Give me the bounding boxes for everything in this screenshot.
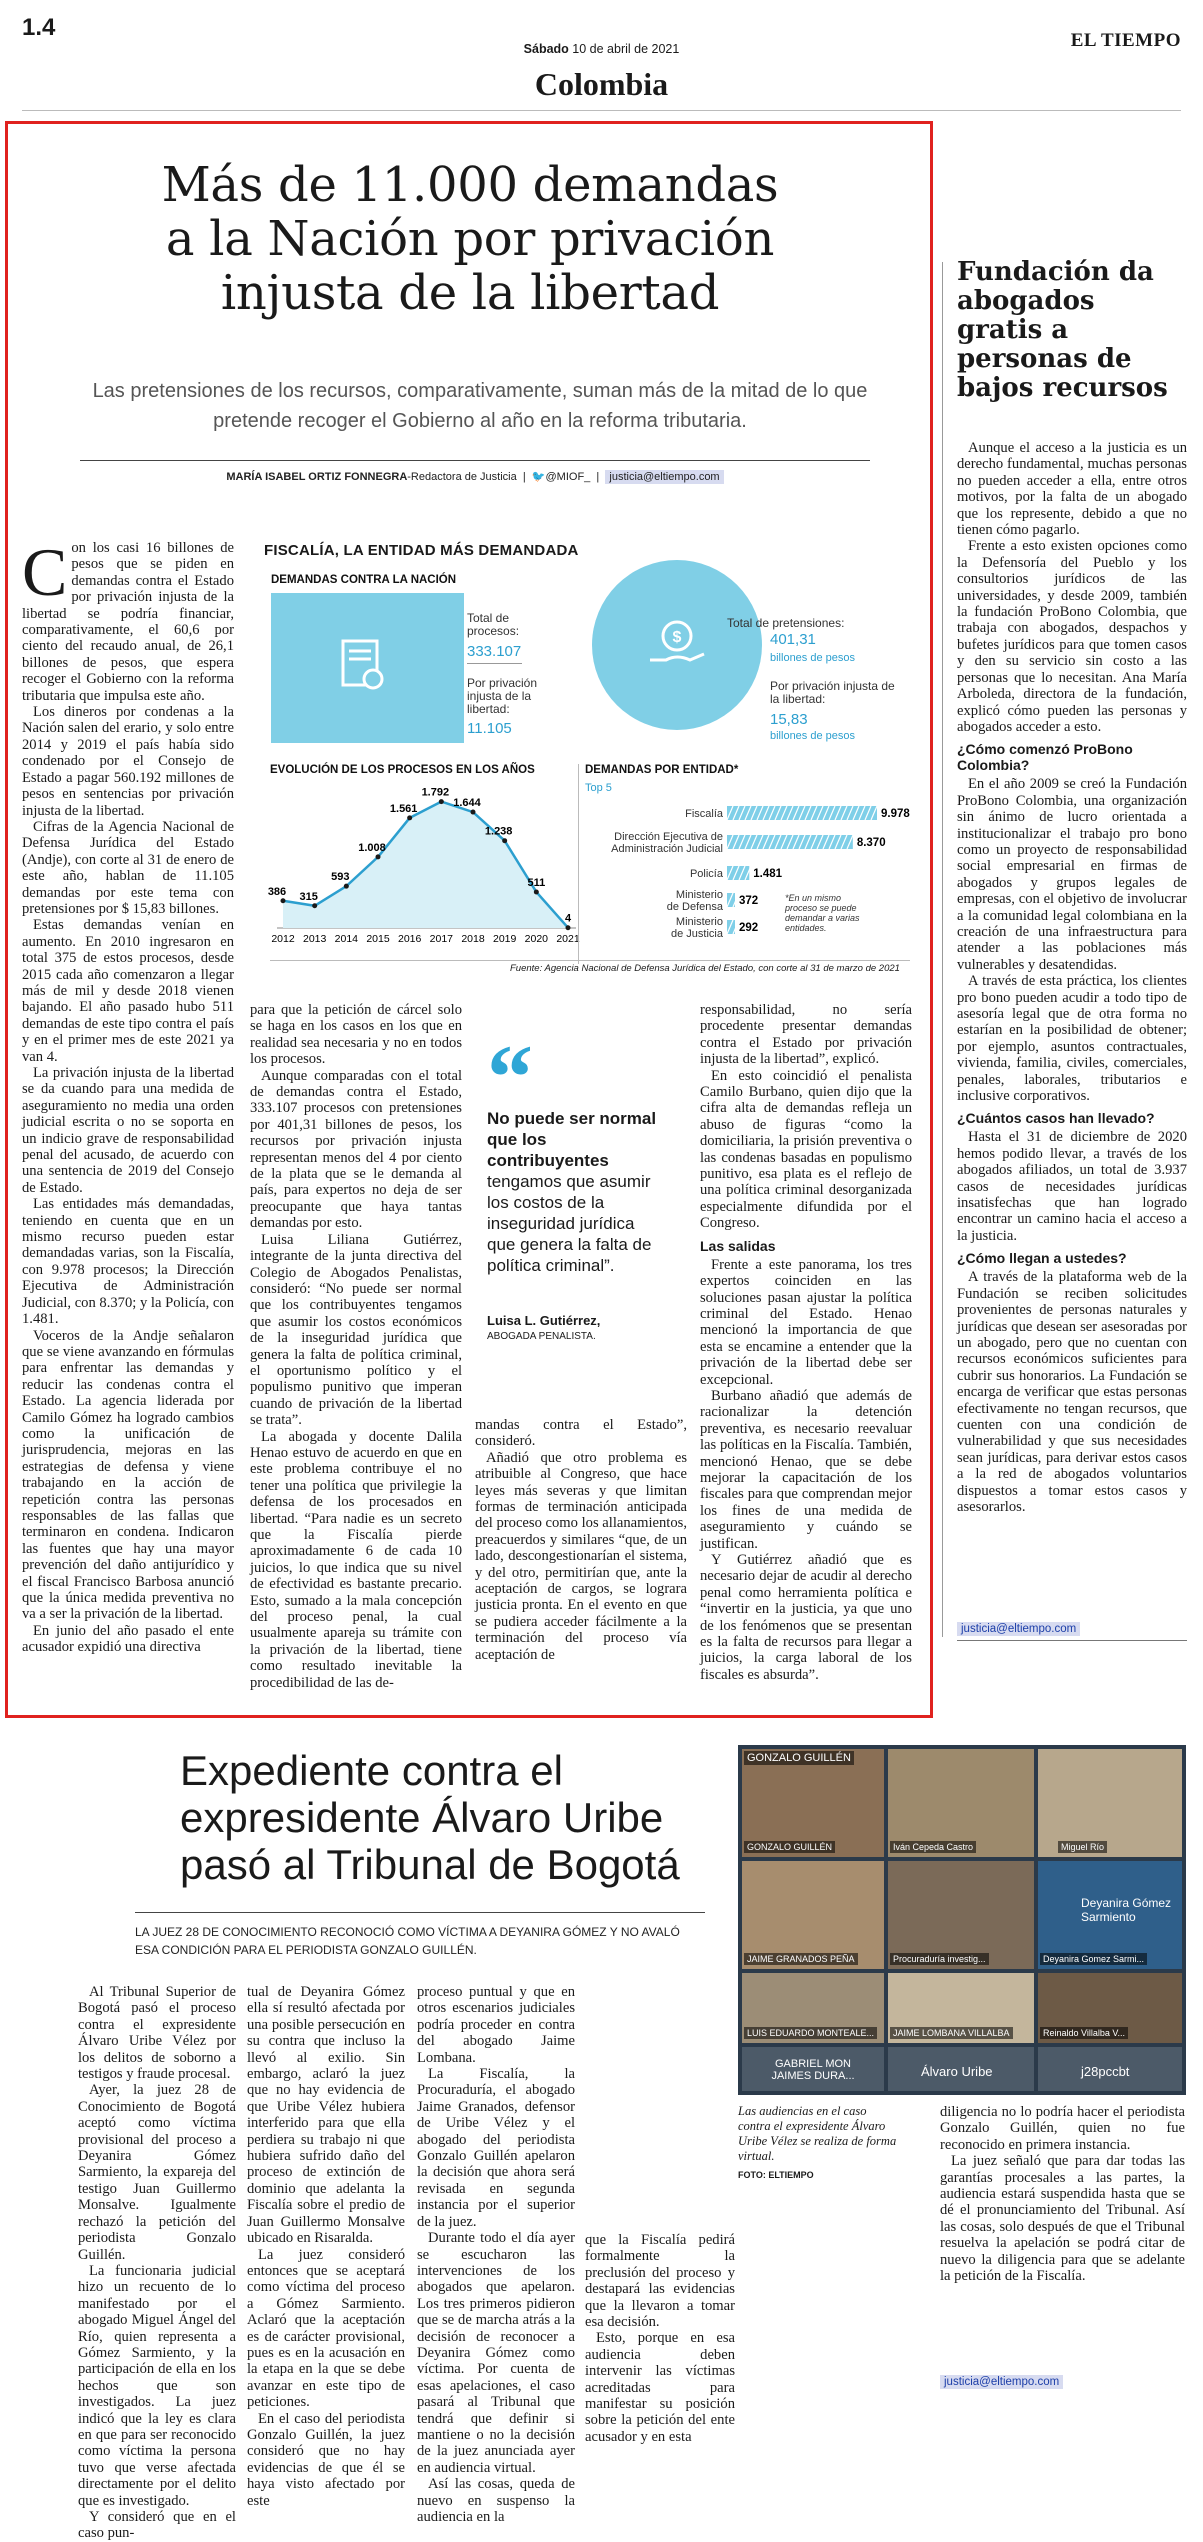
demands-panel xyxy=(271,593,464,743)
data-point xyxy=(376,854,381,859)
sidebar-question-1: ¿Cómo comenzó ProBono Colombia? xyxy=(957,741,1133,774)
main-article-headline: Más de 11.000 demandas a la Nación por privación injusta de la libertad xyxy=(161,157,779,321)
issue-date: Sábado 10 de abril de 2021 xyxy=(523,42,680,56)
priv-pret-unit: billones de pesos xyxy=(770,730,856,742)
data-point xyxy=(281,898,286,903)
bar-value-label: 372 xyxy=(739,895,759,907)
article2-column-3: proceso puntual y que en otros escenarios judiciales podría proceder en contra del abogado Jaime Lombana. La Fiscalía, la Procuraduría, el abogado Jaime Granados, defensor de Uribe Vélez y el abogado del periodista Gonzalo Guillén apelaron la decisión que ahora será revisada en segunda instancia por el superior de la juez. Durante todo el día ayer se escucharon las intervenciones de los abogados que apelaron. Los tres primeros pidieron que se de marcha atrás a la decisión de reconocer a Deyanira Gómez como víctima. Por cuenta de esas apelaciones, el caso pasará al Tribunal que tendrá que definir si mantiene o no la decisión de la juez anunciada ayer en audiencia virtual. Así las cosas, queda de nuevo en suspenso la audiencia en la xyxy=(417,1984,575,2525)
data-point xyxy=(502,838,507,843)
data-label: 1.008 xyxy=(358,841,386,854)
data-point xyxy=(534,889,539,894)
total-procesos-value: 333.107 xyxy=(467,643,522,660)
category-label: Fiscalía xyxy=(685,808,723,820)
photo-caption: Las audiencias en el caso contra el expresidente Álvaro Uribe Vélez se realiza de forma virtual. xyxy=(738,2104,897,2163)
photo-credit: FOTO: ELTIEMPO xyxy=(738,2170,814,2180)
total-pret-unit: billones de pesos xyxy=(770,652,856,664)
sidebar-divider xyxy=(942,262,943,1637)
byline-email[interactable]: justicia@eltiempo.com xyxy=(605,470,723,484)
main-column-2: para que la petición de cárcel solo se haga en los casos en los que en realidad sea necesaria y no en todos los procesos. Aunque comparadas con el total de demandas contra el Estado, 333.107 procesos con pretensiones por 401,31 billones de pesos, los recursos por privación injusta representan menos del 4 por ciento de la plata que se le demanda al país, para expertos no deja de ser preocupante que haya tantas demandas por esto. Luisa Liliana Gutiérrez, integrante de la junta directiva del Colegio de Abogados Penalistas, consideró: “No puede ser normal que los contribuyentes tengamos que asumir los costos económicos de la inseguridad jurídica que genera la falta de política criminal, el oportunismo político y el populismo punitivo que imperan cuando de privación de la libertad se trata”. La abogada y docente Dalila Henao estuvo de acuerdo en que en este problema contribuye el no tener una política que privilegie la defensa de los procesados en libertad. “Para nadie es un secreto que la Fiscalía pierde aproximadamente 6 de cada 10 juicios, lo que indica que su nivel de efectividad es bastante precario. Esto, sumado a la mala concepción del proceso penal, la cual usualmente apareja su trámite con la privación de la libertad, tiene como resultado inevitable la procedibilidad de las de- xyxy=(250,1002,462,1691)
x-tick-label: 2015 xyxy=(366,933,390,945)
data-label: 1.561 xyxy=(389,802,418,815)
data-label: 1.644 xyxy=(453,797,481,810)
data-point xyxy=(439,799,444,804)
x-tick-label: 2018 xyxy=(461,933,485,945)
sidebar-email[interactable]: justicia@eltiempo.com xyxy=(957,1622,1080,1636)
twitter-icon: 🐦 xyxy=(531,471,546,483)
x-tick-label: 2014 xyxy=(334,933,359,945)
priv-pret-value: 15,83 xyxy=(770,711,808,728)
article2-column-2: tual de Deyanira Gómez ella sí resultó afectada por una posible persecución en su contra que incluso la llevó al exilio. Sin embargo, aclaró la juez que no hay evidencia de que Uribe Vélez hubiera interferido para que ella perdiera su trabajo ni que hubiera sufrido daño del proceso de extinción de dominio que adelanta la Fiscalía sobre el predio de Juan Guillermo Monsalve ubicado en Risaralda. La juez consideró entonces que se aceptará como víctima del proceso a Gómez Sarmiento. Aclaró que la aceptación es de carácter provisional, pues es en la acusación en la etapa en la que se debe avanzar en este tipo de peticiones. En el caso del periodista Gonzalo Guillén, la juez consideró que no hay evidencias de que él se haya visto afectado por este xyxy=(247,1984,405,2509)
sidebar-body: Aunque el acceso a la justicia es un derecho fundamental, muchas personas no pueden acceder a ella, entre otros motivos, por la falta de un abogado que los represente, debido a que no tienen cómo pagarlo. Frente a esto existen opciones como la Defensoría del Pueblo y los consultorios jurídicos de las universidades, y desde 2009, también la fundación ProBono Colombia, que trabaja con abogados, despachos y bufetes jurídicos para que tomen casos y den su servicio sin costo a las personas que lo necesitan. Ana María Arboleda, directora de la fundación, explicó cómo pueden las personas y abogados acceder a esto. ¿Cómo comenzó ProBono Colombia? En el año 2009 se creó la Fundación ProBono Colombia, una organización sin ánimo de lucro orientada a institucionalizar el trabajo pro bono como un proyecto de responsabilidad social empresarial en firmas de abogados y grupos legales de empresas, con el objetivo de involucrar a la comunidad legal colombiana en la creación de una infraestructura para atender a las poblaciones más vulnerables y desatendidas. A través de esta práctica, los clientes pro bono pueden acudir a todo tipo de asesoría legal que de otra forma no estarían en la posibilidad de obtener; por ejemplo, asuntos contractuales, vivienda, familia, civiles, comerciales, penales, laborales, tributarios e inclusive corporativos. ¿Cuántos casos han llevado? Hasta el 31 de diciembre de 2020 hemos podido llevar, a través de los abogados afiliados, un total de 3.937 casos de necesidades jurídicas insatisfechas que han logrado encontrar un camino hacia el acceso a la justicia. ¿Cómo llegan a ustedes? A través de la plataforma web de la Fundación se reciben solicitudes provenientes de personas naturales y jurídicas que desean ser asesoradas por un abogado, pero que no cuentan con recursos económicos suficientes para cubrir sus honorarios. La Fundación se encarga de verificar que estas personas efectivamente no tengan recursos, que cuenten con una condición de vulnerabilidad y que sus necesidades sean jurídicas, para derivar estos casos a la red de abogados voluntarios dispuestos a tomar estos casos y asesorarlos. xyxy=(957,440,1187,1515)
data-label: 1.792 xyxy=(421,786,450,799)
x-tick-label: 2020 xyxy=(524,933,549,945)
source-divider xyxy=(270,960,910,961)
x-tick-label: 2017 xyxy=(429,933,454,945)
line-chart xyxy=(265,780,580,950)
byline: MARÍA ISABEL ORTIZ FONNEGRA-Redactora de Justicia | 🐦@MIOF_ | justicia@eltiempo.com xyxy=(80,470,870,483)
priv-pret-label: Por privación injusta de la libertad: xyxy=(770,679,895,706)
section-subhead: Las salidas xyxy=(700,1237,776,1254)
section-title: Colombia xyxy=(534,66,669,102)
data-point xyxy=(471,810,476,815)
svg-text:$: $ xyxy=(672,629,682,646)
article2-deck: LA JUEZ 28 DE CONOCIMIENTO RECONOCIÓ COMO VÍCTIMA A DEYANIRA GÓMEZ Y NO AVALÓ ESA CONDICIÓN PARA EL PERIODISTA GONZALO GUILLÉN. xyxy=(135,1925,680,1957)
data-point xyxy=(312,903,317,908)
category-label: Policía xyxy=(689,868,723,880)
drop-cap: C xyxy=(22,534,68,610)
category-label: de Defensa xyxy=(666,901,723,913)
article2-column-4: que la Fiscalía pedirá formalmente la preclusión del proceso y destapará las evidencias que la llevaron a tomar esa decisión. Esto, porque en esa audiencia deben intervenir las víctimas acreditadas para manifestar su posición sobre la petición del ente acusador y en esta xyxy=(585,2232,735,2445)
chart-divider xyxy=(578,764,579,964)
quote-author: Luisa L. Gutiérrez, xyxy=(487,1313,601,1328)
privacion-value: 11.105 xyxy=(467,720,512,737)
category-label: Ministerio xyxy=(675,916,723,928)
category-label: de Justicia xyxy=(671,928,723,940)
data-point xyxy=(344,884,349,889)
page-number: 1.4 xyxy=(22,14,56,41)
article2-email[interactable]: justicia@eltiempo.com xyxy=(940,2375,1063,2389)
infographic-source: Fuente: Agencia Nacional de Defensa Jurídica del Estado, con corte al 31 de marzo de 2021 xyxy=(510,963,900,974)
quote-author-role: ABOGADA PENALISTA. xyxy=(487,1331,596,1342)
x-tick-label: 2021 xyxy=(556,933,580,945)
bar-value-label: 8.370 xyxy=(856,837,886,849)
sidebar-headline: Fundación da abogados gratis a personas de bajos recursos xyxy=(957,257,1168,403)
data-label: 386 xyxy=(267,885,287,898)
pretensions-circle xyxy=(592,560,762,730)
data-point xyxy=(407,815,412,820)
newspaper-logo: EL TIEMPO xyxy=(1070,30,1181,51)
bar-value-label: 292 xyxy=(739,922,759,934)
line-chart-title: EVOLUCIÓN DE LOS PROCESOS EN LOS AÑOS xyxy=(270,764,535,776)
privacion-label: Por privación injusta de la libertad: xyxy=(467,676,538,716)
article2-headline: Expediente contra el expresidente Álvaro Uribe pasó al Tribunal de Bogotá xyxy=(180,1747,680,1888)
data-label: 315 xyxy=(299,890,318,903)
main-column-4: responsabilidad, no sería procedente presentar demandas contra el Estado por privación injusta de la libertad”, explicó. En esto coincidió el penalista Camilo Burbano, quien dijo que la cifra alta de demandas refleja un abuso de figuras “como la domiciliaria, la prisión preventiva o las condenas basadas en populismo punitivo, esa plata es el reflejo de una política criminal desorganizada especialmente difundida por el Congreso. Las salidas Frente a este panorama, los tres expertos coinciden en las soluciones pasan ajustar la política criminal del Estado. Henao mencionó la importancia de que esta se encamine a entender que la privación de la libertad debe ser excepcional. Burbano añadió que además de racionalizar la detención preventiva, es necesario reevaluar las políticas en la Fiscalía. También, mencionó Henao, que se debe mejorar la capacitación de los fiscales para que comprendan mejor los fines de una medida de aseguramiento y cuándo se justifican. Y Gutiérrez añadió que es necesario dejar de acudir al derecho penal como herramienta política e “invertir en la justicia, ya que uno de los fenómenos que se presentan es la falta de recursos para llegar a juicios, la carga laboral de los fiscales es absurda”. xyxy=(700,1002,912,1683)
x-tick-label: 2012 xyxy=(271,933,295,945)
pull-quote: No puede ser normal que los contribuyentes tengamos que asumir los costos de la inseguridad jurídica que genera la falta de política criminal”. xyxy=(487,1109,657,1275)
video-conference-photo: GONZALO GUILLÉN GONZALO GUILLÉN Iván Cepeda Castro Miguel Río Deyanira Gómez Sarmiento JAIME GRANADOS PEÑA Procuraduría investig... Deyanira Gomez Sarmi... LUIS EDUARDO MONTEALE... JAIME LOMBANA VILLALBA Reinaldo Villalba V... GABRIEL MON JAIMES DURA... Álvaro Uribe j28pccbt xyxy=(738,1745,1186,2095)
header-divider xyxy=(22,110,1181,111)
main-column-1: Con los casi 16 billones de pesos que se piden en demandas contra el Estado por privación injusta de la libertad se podría financiar, comparativamente, el 60,6 por ciento del recaudo anual, de 26,1 billones de pesos, que espera recoger el Gobierno con la reforma tributaria que impulsa este año. Los dineros por condenas a la Nación salen del erario, y solo entre 2014 y 2019 el país había sido condenado por el Consejo de Estado a pagar 560.192 millones de pesos en sentencias por privación injusta de la libertad. Cifras de la Agencia Nacional de Defensa Jurídica del Estado (Andje), con corte al 31 de enero de este año, hablan de 11.105 demandas por este tema con pretensiones por $ 15,83 billones. Estas demandas venían en aumento. En 2010 ingresaron en total 375 de estos procesos, desde 2015 cada año comenzaron a llegar más de mil y desde 2018 vienen bajando. El año pasado hubo 511 demandas de este tipo contra el país y en el primer mes de este 2021 ya van 4. La privación injusta de la libertad se da cuando para una medida de aseguramiento no media una orden judicial escrita o no se soporta en un indicio grave de responsabilidad penal del acusado, de acuerdo con una sentencia de 2019 del Consejo de Estado. Las entidades más demandadas, teniendo en cuenta que en un mismo recurso pueden estar demandadas varias, son la Fiscalía, con 9.978 procesos; la Dirección Ejecutiva de Administración Judicial, con 8.370; y la Policía, con 1.481. Voceros de la Andje señalaron que se viene avanzando en fórmulas para enfrentar las demandas y reducir las condenas contra el Estado. La agencia liderada por Camilo Gómez ha logrado cambios como la unificación de jurisprudencia, mejoras en las estrategias de defensa y viene trabajando en la acción de repetición contra las personas responsables de las fallas que terminaron en condena. Indicaron las fuentes que hay una mayor prevención del daño antijurídico y el fiscal Francisco Barbosa anunció que la única medida preventiva no va a ser la privación de la libertad. En junio del año pasado el ente acusador expidió una directiva xyxy=(22,534,234,1656)
total-pret-label: Total de pretensiones: xyxy=(727,616,845,630)
article2-column-5: diligencia no lo podría hacer el periodista Gonzalo Guillén, quien no fue reconocido en primera instancia. La juez señaló que para dar todas las garantías procesales a las partes, la audiencia estará suspendida hasta que se dé el pronunciamiento del Tribunal. Así las cosas, solo después de que el Tribunal resuelva la apelación se podrá citar de nuevo la diligencia para que se adelante la petición de la Fiscalía. xyxy=(940,2104,1185,2285)
bar-chart-subtitle: Top 5 xyxy=(585,782,612,794)
divider xyxy=(467,663,522,664)
x-tick-label: 2013 xyxy=(302,933,327,945)
bar-value-label: 9.978 xyxy=(881,808,910,820)
category-label: Administración Judicial xyxy=(611,843,723,855)
data-label: 1.238 xyxy=(484,825,513,838)
total-pret-value: 401,31 xyxy=(770,631,816,648)
series-area xyxy=(283,802,568,928)
entity-note: *En un mismo proceso se puede demandar a varias entidades. xyxy=(785,893,860,933)
data-label: 511 xyxy=(527,876,546,889)
total-procesos-label: Total de procesos: xyxy=(467,611,520,638)
bar-chart-title: DEMANDAS POR ENTIDAD* xyxy=(585,764,739,776)
main-article-subtitle: Las pretensiones de los recursos, comparativamente, suman más de la mitad de lo que pretende recoger el Gobierno al año en la reforma tributaria. xyxy=(92,380,868,432)
byline-divider xyxy=(80,460,870,461)
money-hand-icon xyxy=(642,610,712,680)
data-label: 593 xyxy=(331,871,350,884)
bar-value-label: 1.481 xyxy=(753,868,783,880)
sidebar-question-3: ¿Cómo llegan a ustedes? xyxy=(957,1250,1127,1267)
sidebar-question-2: ¿Cuántos casos han llevado? xyxy=(957,1110,1155,1127)
data-point xyxy=(566,925,571,930)
data-label: 4 xyxy=(564,912,572,925)
document-icon xyxy=(329,631,399,701)
article2-column-1: Al Tribunal Superior de Bogotá pasó el proceso contra el expresidente Álvaro Uribe Vélez por los delitos de soborno a testigos y fraude procesal. Ayer, la juez 28 de Conocimiento de Bogotá aceptó como víctima provisional del proceso a Deyanira Gómez Sarmiento, la expareja del testigo Juan Guillermo Monsalve. Igualmente rechazó la petición del periodista Gonzalo Guillén. La funcionaria judicial hizo un recuento de lo manifestado por el abogado Miguel Ángel del Río, quien representa a Gómez Sarmiento, y la participación de ella en los hechos que son investigados. La juez indicó que la ley es clara en que para ser reconocido como víctima la persona tuvo que verse afectada directamente por el delito que es investigado. Y consideró que en el caso pun- xyxy=(78,1984,236,2542)
main-column-3: mandas contra el Estado”, consideró. Añadió que otro problema es atribuible al Congreso, que hace leyes más severas y que limitan formas de terminación anticipada del proceso como los allanamientos, preacuerdos y similares “que, de un lado, descongestionarían el sistema, y del otro, permitirían que, ante la aceptación de cargos, se lograra justicia pronta. En el evento en que se pudiera acceder fácilmente a la terminación del proceso vía aceptación de xyxy=(475,1417,687,1663)
sidebar-email-divider xyxy=(957,1640,1187,1641)
category-label: Dirección Ejecutiva de xyxy=(614,831,723,843)
infographic-title: FISCALÍA, LA ENTIDAD MÁS DEMANDADA xyxy=(264,542,579,559)
x-tick-label: 2016 xyxy=(397,933,422,945)
demands-subtitle: DEMANDAS CONTRA LA NACIÓN xyxy=(271,574,457,586)
category-label: Ministerio xyxy=(675,889,723,901)
x-tick-label: 2019 xyxy=(492,933,517,945)
quote-mark-icon: “ xyxy=(487,1026,533,1128)
article2-divider xyxy=(135,1912,705,1913)
